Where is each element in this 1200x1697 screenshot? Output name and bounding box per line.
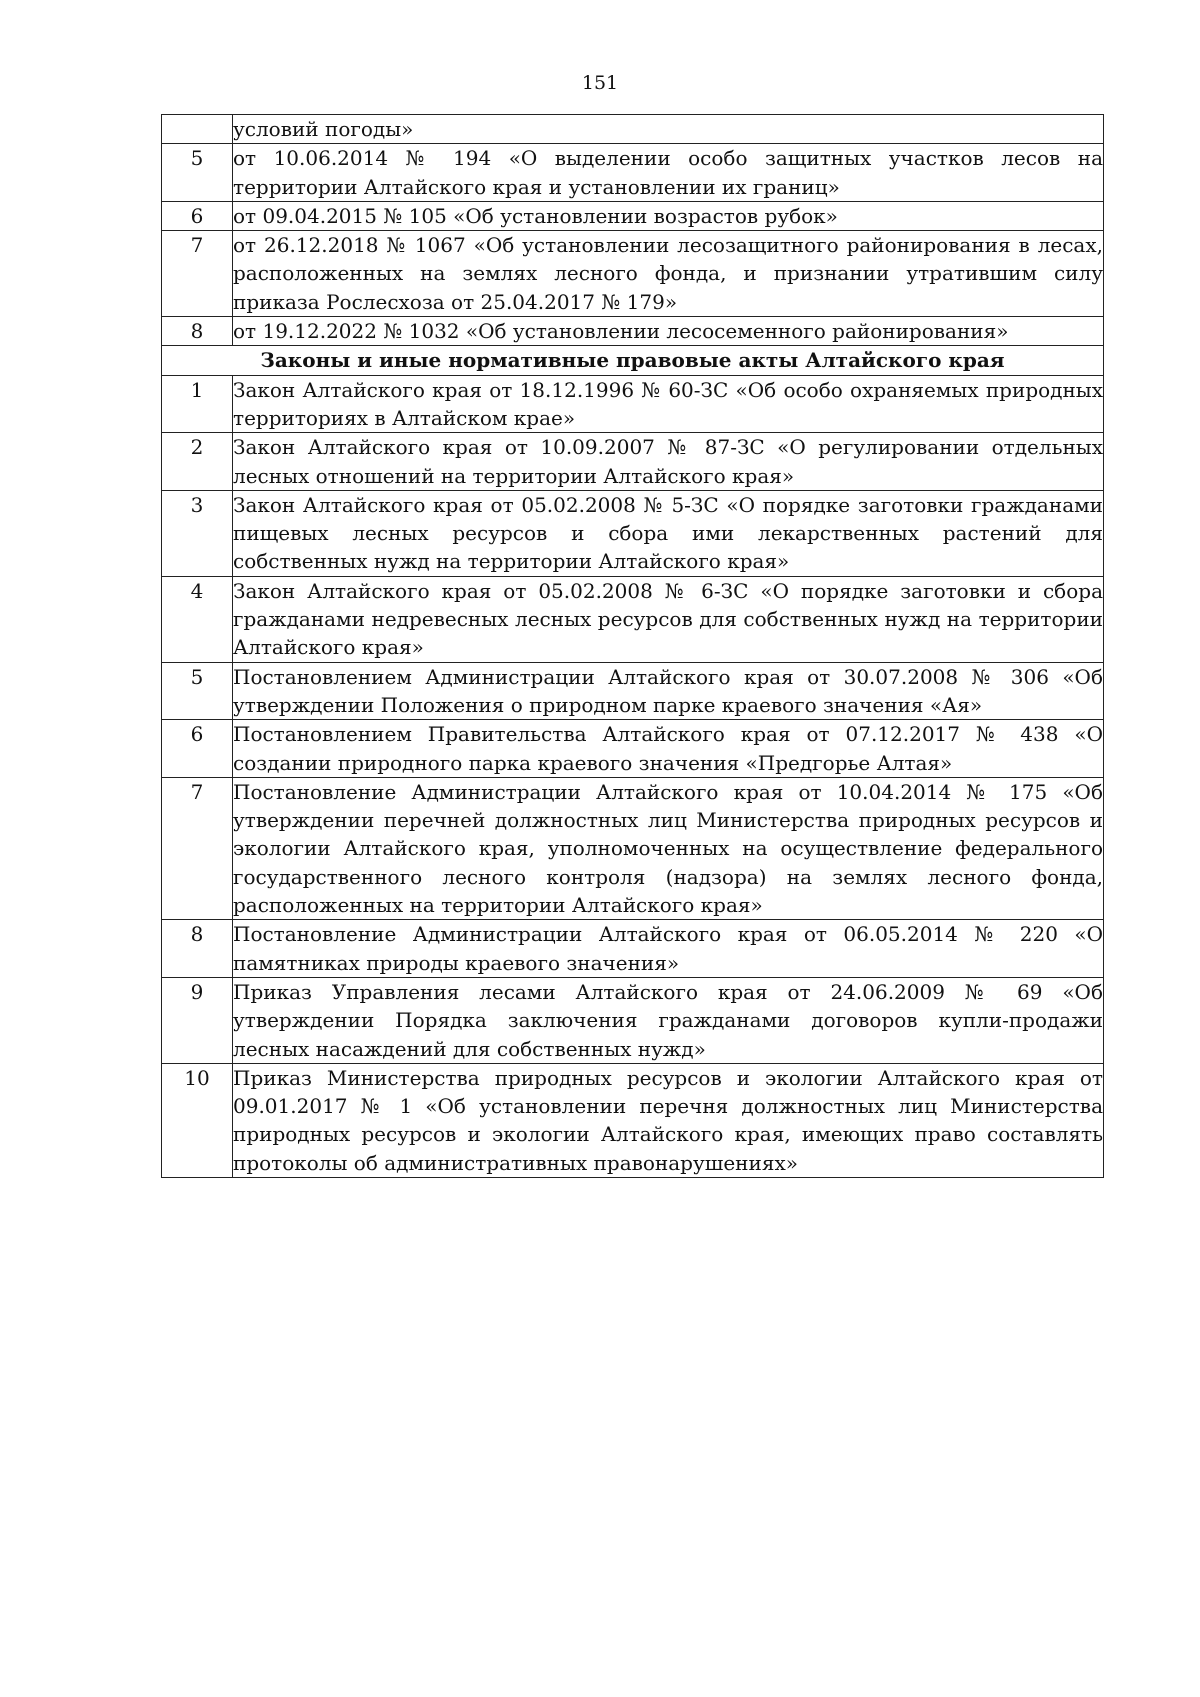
row-number: 3 (162, 490, 233, 576)
row-number: 5 (162, 662, 233, 720)
row-number: 5 (162, 144, 233, 202)
row-number: 6 (162, 720, 233, 778)
row-text: Постановлением Администрации Алтайского края от 30.07.2008 № 306 «Об утверждении Положения о природном парке краевого значения «Ая» (233, 662, 1104, 720)
page-number: 151 (581, 72, 619, 94)
row-text: Постановлением Правительства Алтайского края от 07.12.2017 № 438 «О создании природного парка краевого значения «Предгорье Алтая» (233, 720, 1104, 778)
table-row (162, 231, 1104, 317)
table-row (162, 576, 1104, 662)
table-row (162, 375, 1104, 433)
table-row (162, 433, 1104, 491)
row-number: 7 (162, 231, 233, 317)
row-text: Закон Алтайского края от 05.02.2008 № 5-ЗС «О порядке заготовки гражданами пищевых лесных ресурсов и сбора ими лекарственных растений для собственных нужд на территории Алтайского края» (233, 490, 1104, 576)
table-row (162, 920, 1104, 978)
row-text: Приказ Управления лесами Алтайского края от 24.06.2009 № 69 «Об утверждении Порядка заключения гражданами договоров купли-продажи лесных насаждений для собственных нужд» (233, 977, 1104, 1063)
row-number: 1 (162, 375, 233, 433)
row-text: Постановление Администрации Алтайского края от 06.05.2014 № 220 «О памятниках природы краевого значения» (233, 920, 1104, 978)
table-row (162, 144, 1104, 202)
row-number: 8 (162, 920, 233, 978)
row-number: 9 (162, 977, 233, 1063)
legal-acts-table (161, 114, 1104, 1178)
row-number: 8 (162, 317, 233, 346)
row-text: Закон Алтайского края от 10.09.2007 № 87-ЗС «О регулировании отдельных лесных отношений на территории Алтайского края» (233, 433, 1104, 491)
table-row (162, 490, 1104, 576)
table-row (162, 977, 1104, 1063)
row-text: от 10.06.2014 № 194 «О выделении особо защитных участков лесов на территории Алтайского края и установлении их границ» (233, 144, 1104, 202)
row-number: 10 (162, 1063, 233, 1177)
row-text: Приказ Министерства природных ресурсов и экологии Алтайского края от 09.01.2017 № 1 «Об установлении перечня должностных лиц Министерства природных ресурсов и экологии Алтайского края, имеющих право составлять протоколы об административных правонарушениях» (233, 1063, 1104, 1177)
row-number: 2 (162, 433, 233, 491)
row-text: Постановление Администрации Алтайского края от 10.04.2014 № 175 «Об утверждении перечней должностных лиц Министерства природных ресурсов и экологии Алтайского края, уполномоченных на осуществление федерального государственного лесного контроля (надзора) на землях лесного фонда, расположенных на территории Алтайского края» (233, 777, 1104, 919)
table-row (162, 201, 1104, 230)
row-number: 4 (162, 576, 233, 662)
table-row (162, 317, 1104, 346)
section-heading: Законы и иные нормативные правовые акты Алтайского края (162, 346, 1104, 375)
row-text: Закон Алтайского края от 05.02.2008 № 6-ЗС «О порядке заготовки и сбора гражданами недревесных лесных ресурсов для собственных нужд на территории Алтайского края» (233, 576, 1104, 662)
section-heading-row (162, 346, 1104, 375)
table-row (162, 720, 1104, 778)
row-number: 6 (162, 201, 233, 230)
table-row (162, 777, 1104, 919)
table-row (162, 662, 1104, 720)
row-text: от 26.12.2018 № 1067 «Об установлении лесозащитного районирования в лесах, расположенных на землях лесного фонда, и признании утратившим силу приказа Рослесхоза от 25.04.2017 № 179» (233, 231, 1104, 317)
row-text: Закон Алтайского края от 18.12.1996 № 60-ЗС «Об особо охраняемых природных территориях в Алтайском крае» (233, 375, 1104, 433)
table-row (162, 1063, 1104, 1177)
row-number: 7 (162, 777, 233, 919)
row-text: от 09.04.2015 № 105 «Об установлении возрастов рубок» (233, 201, 1104, 230)
row-text: условий погоды» (233, 115, 1104, 144)
row-text: от 19.12.2022 № 1032 «Об установлении лесосеменного районирования» (233, 317, 1104, 346)
row-number (162, 115, 233, 144)
table-row (162, 115, 1104, 144)
